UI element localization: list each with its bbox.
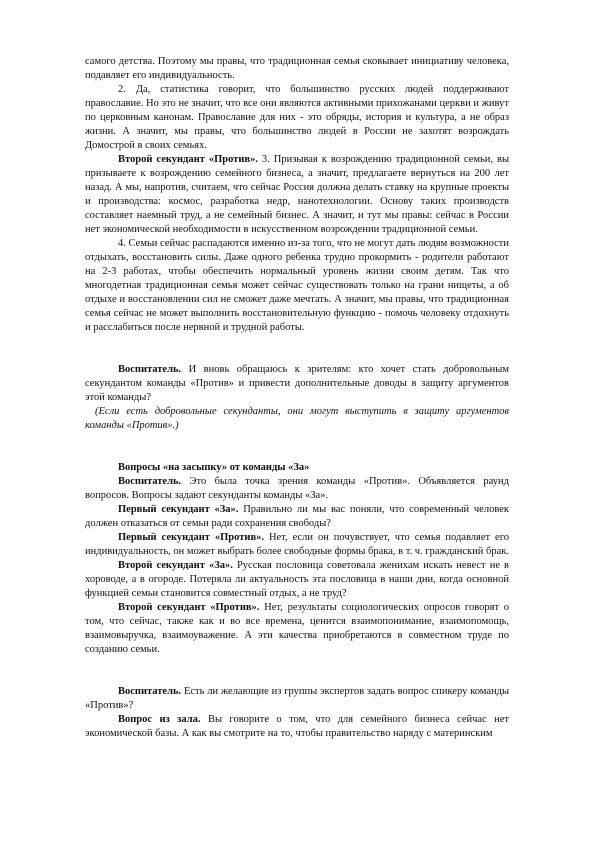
- speaker-label: Первый секундант «Против».: [118, 532, 265, 543]
- speaker-label: Второй секундант «За».: [118, 560, 233, 571]
- speech-text: Нет, результаты социологических опросов говорят о том, что сейчас, также как и во все времена, ценится взаимопонимание, взаимопомощь, взаимовыручка, взаимоуважение. А эти качества приобретаются в совместном труде по созданию семьи.: [85, 602, 510, 655]
- speech-text: Есть ли желающие из группы экспертов задать вопрос спикеру команды «Против»?: [85, 686, 509, 711]
- speaker-label: Воспитатель.: [118, 476, 182, 487]
- paragraph-audience-question: [85, 713, 509, 741]
- speaker-label: Воспитатель.: [118, 364, 182, 375]
- speaker-label: Второй секундант «Против».: [118, 154, 258, 165]
- paragraph-answer-2: [85, 601, 509, 657]
- speaker-label: Воспитатель.: [118, 686, 182, 697]
- paragraph-argument-3: [85, 153, 509, 237]
- paragraph-educator-round: [85, 475, 509, 503]
- paragraph-continuation: самого детства. Поэтому мы правы, что традиционная семья сковывает инициативу человека, подавляет его индивидуальность.: [85, 56, 509, 81]
- paragraph-question-1: [85, 503, 509, 531]
- paragraph-question-2: [85, 559, 509, 601]
- speech-text: Правильно ли мы вас поняли, что современный человек должен отказаться от семьи ради сохранения свободы?: [85, 504, 509, 529]
- stage-direction-note: (Если есть добровольные секунданты, они могут выступить в защиту аргументов команды «Против».): [85, 406, 509, 431]
- section-heading: Вопросы «на засыпку» от команды «За»: [118, 462, 310, 473]
- speaker-label: Второй секундант «Против».: [118, 602, 260, 613]
- speaker-label: Вопрос из зала.: [118, 714, 201, 725]
- speaker-label: Первый секундант «За».: [118, 504, 239, 515]
- speech-text: 3. Призывая к возрождению традиционной семьи, вы призываете к возрождению семейного бизнеса, а значит, предлагаете вернуться на 200 лет назад. А мы, напротив, считаем, что сейчас Россия должна делать ставку на крупные проекты и производства: космос, разработка недр, нанотехнологии. Основу таких производств составляет наемный труд, а не семейный бизнес. А значит, и тут мы правы: сейчас в России нет экономической необходимости в искусственном возрождении традиционной семьи.: [85, 154, 510, 235]
- paragraph-argument-2: 2. Да, статистика говорит, что большинство русских людей поддерживают православие. Но это не значит, что все они являются активными прихожанами церкви и живут по церковным канонам. Православие для них - это обряды, история и культура, а не образ жизни. А значит, мы правы, что большинство людей в России не захотят возрождать Домострой в своих семьях.: [85, 84, 509, 151]
- speech-text: И вновь обращаюсь к зрителям: кто хочет стать добровольным секундантом команды «Против» и привести дополнительные доводы в защиту аргументов этой команды?: [85, 364, 509, 403]
- document-page: [85, 55, 509, 741]
- speech-text: Нет, если он почувствует, что семья подавляет его индивидуальность, он может выбрать более свободные формы брака, в т. ч. гражданский брак.: [85, 532, 510, 557]
- paragraph-educator-appeal: [85, 363, 509, 405]
- speech-text: Русская пословица советовала женихам искать невест не в хороводе, а в огороде. Потеряла ли актуальность эта пословица в наши дни, когда основной функцией семьи становится совместный отдых, а не труд?: [85, 560, 509, 599]
- paragraph-educator-experts: [85, 685, 509, 713]
- speech-text: Вы говорите о том, что для семейного бизнеса сейчас нет экономической базы. А как вы смотрите на то, чтобы правительство наряду с материнским: [85, 714, 509, 739]
- speech-text: Это была точка зрения команды «Против». Объявляется раунд вопросов. Вопросы задают секунданты команды «За».: [85, 476, 509, 501]
- paragraph-argument-4: 4. Семьи сейчас распадаются именно из-за того, что не могут дать людям возможности отдыхать, восстановить силы. Даже одного ребенка трудно прокормить - родители работают на 2-3 работах, чтобы обеспечить нормальный уровень жизни своим детям. Так что многодетная традиционная семья может сейчас существовать только на грани нищеты, а об отдыхе и восстановлении сил не сможет даже мечтать. А значит, мы правы, что традиционная семья сейчас не может выполнить восстановительную функцию - помочь человеку отдохнуть и расслабиться после нервной и трудной работы.: [85, 238, 509, 333]
- paragraph-answer-1: [85, 531, 509, 559]
